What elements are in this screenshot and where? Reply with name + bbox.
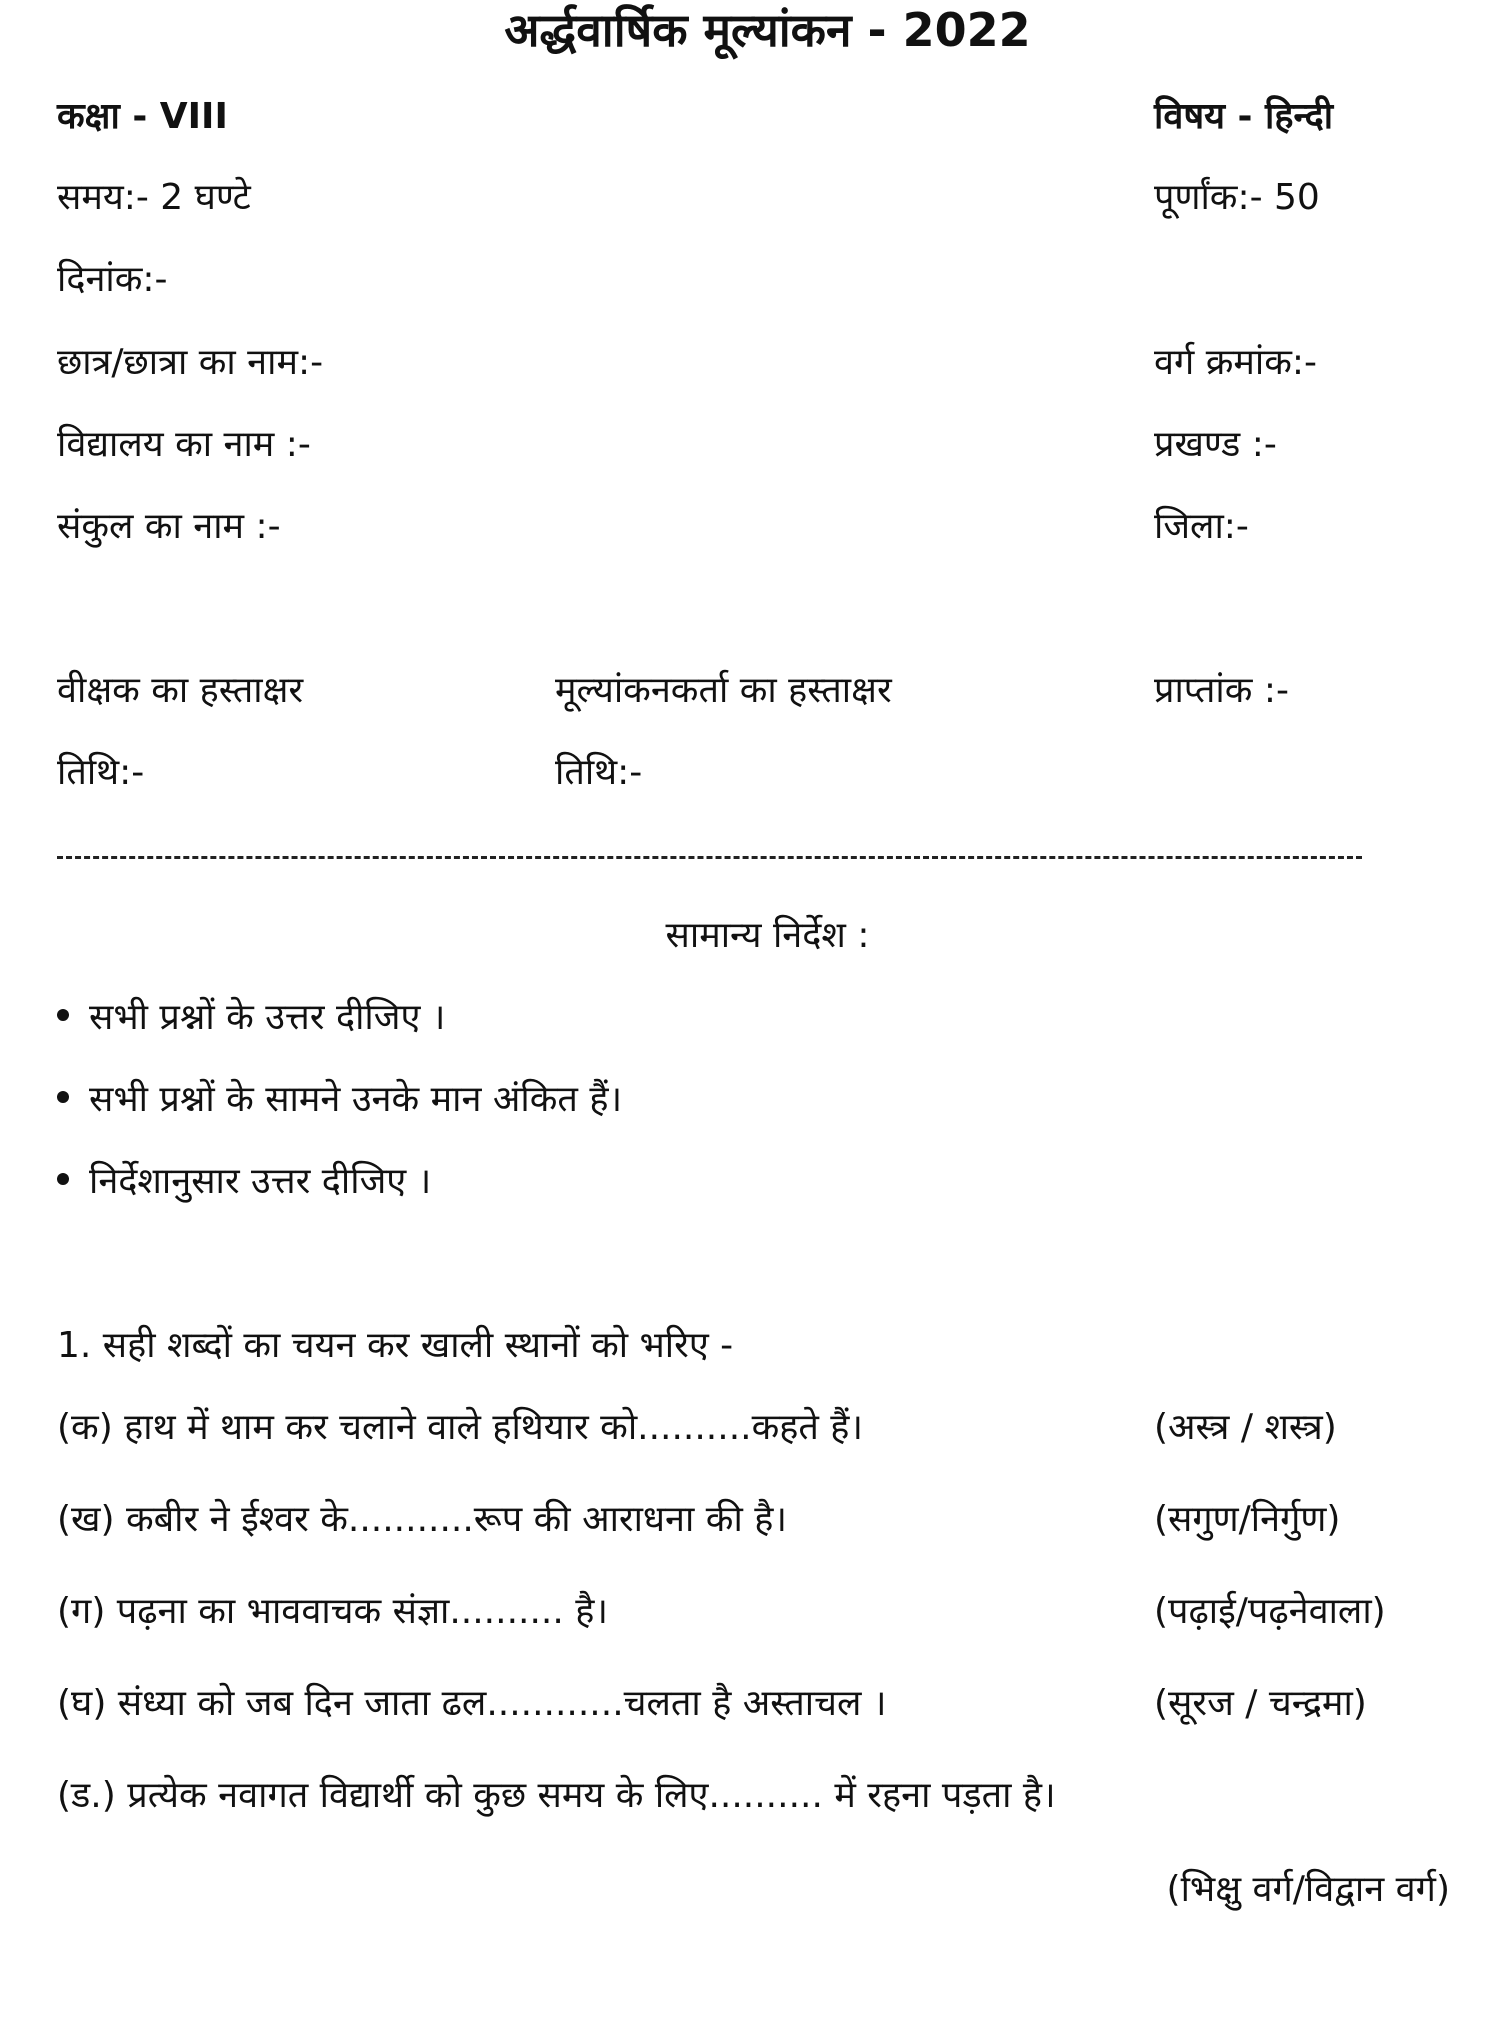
subject-label: विषय - हिन्दी	[1154, 96, 1334, 137]
question-item-nga: (ड.) प्रत्येक नवागत विद्यार्थी को कुछ समय के लिए.......... में रहना पड़ता है।	[57, 1775, 1056, 1816]
block-label: प्रखण्ड :-	[1154, 424, 1277, 465]
bullet-icon	[57, 1009, 69, 1021]
full-marks-label: पूर्णांक:- 50	[1154, 177, 1320, 218]
school-name-label: विद्यालय का नाम :-	[57, 424, 311, 465]
evaluator-date-label: तिथि:-	[555, 752, 643, 793]
question-1-prompt: 1. सही शब्दों का चयन कर खाली स्थानों को भरिए -	[57, 1325, 734, 1366]
student-name-label: छात्र/छात्रा का नाम:-	[57, 342, 324, 383]
instruction-item	[57, 1160, 431, 1204]
instructions-heading: सामान्य निर्देश :	[665, 915, 870, 956]
instruction-item	[57, 1078, 622, 1122]
bullet-icon	[57, 1091, 69, 1103]
marks-obtained-label: प्राप्तांक :-	[1154, 670, 1289, 711]
question-item-ga: (ग) पढ़ना का भाववाचक संज्ञा.......... है।	[57, 1591, 608, 1632]
question-item-ka: (क) हाथ में थाम कर चलाने वाले हथियार को..........कहते हैं।	[57, 1407, 864, 1448]
question-options-gha: (सूरज / चन्द्रमा)	[1154, 1683, 1367, 1724]
bullet-icon	[57, 1173, 69, 1185]
question-options-kha: (सगुण/निर्गुण)	[1154, 1499, 1341, 1540]
question-options-ka: (अस्त्र / शस्त्र)	[1154, 1407, 1337, 1448]
invigilator-signature-label: वीक्षक का हस्ताक्षर	[57, 670, 304, 711]
instruction-item	[57, 996, 445, 1040]
invigilator-date-label: तिथि:-	[57, 752, 145, 793]
question-item-kha: (ख) कबीर ने ईश्वर के...........रूप की आराधना की है।	[57, 1499, 787, 1540]
page-title: अर्द्धवार्षिक मूल्यांकन - 2022	[504, 3, 1031, 57]
question-item-gha: (घ) संध्या को जब दिन जाता ढल............चलता है अस्ताचल ।	[57, 1683, 887, 1724]
date-label: दिनांक:-	[57, 259, 168, 300]
instruction-text: निर्देशानुसार उत्तर दीजिए ।	[89, 1161, 432, 1202]
instruction-text: सभी प्रश्नों के उत्तर दीजिए ।	[89, 997, 446, 1038]
instruction-text: सभी प्रश्नों के सामने उनके मान अंकित हैं।	[89, 1079, 623, 1120]
question-options-nga: (भिक्षु वर्ग/विद्वान वर्ग)	[1166, 1869, 1450, 1910]
dashed-separator	[57, 856, 1362, 859]
time-label: समय:- 2 घण्टे	[57, 177, 251, 218]
evaluator-signature-label: मूल्यांकनकर्ता का हस्ताक्षर	[555, 670, 892, 711]
class-label: कक्षा - VIII	[57, 96, 228, 137]
question-options-ga: (पढ़ाई/पढ़नेवाला)	[1154, 1591, 1386, 1632]
cluster-name-label: संकुल का नाम :-	[57, 506, 281, 547]
class-roll-label: वर्ग क्रमांक:-	[1154, 342, 1317, 383]
district-label: जिला:-	[1154, 506, 1249, 547]
